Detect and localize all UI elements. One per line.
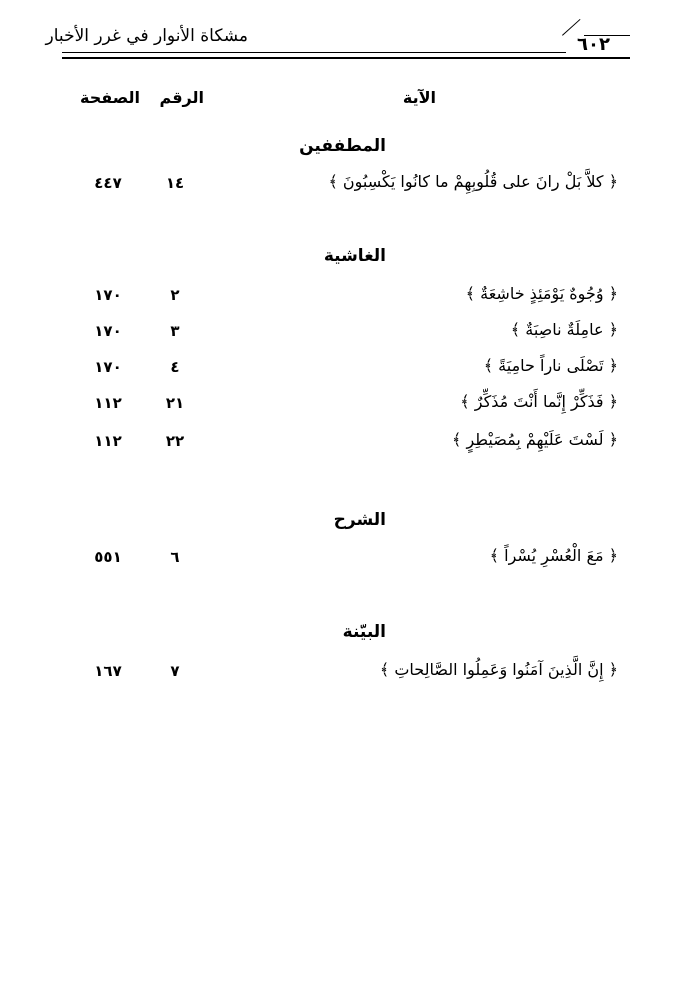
running-header-title: مشكاة الأنوار في غرر الأخبار	[45, 26, 248, 46]
surah-heading-bayyina: البيّنة	[342, 622, 386, 642]
verse-number: ١٤	[165, 174, 185, 192]
surah-heading-mutaffifin: المطففين	[299, 136, 386, 156]
verse-text: ﴿ وُجُوهٌ يَوْمَئِذٍ خاشِعَةٌ ﴾	[465, 284, 618, 303]
index-row	[0, 660, 694, 684]
index-row	[0, 172, 694, 196]
surah-heading-sharh: الشرح	[333, 510, 386, 530]
verse-text: ﴿ تَصْلَى ناراً حامِيَةً ﴾	[483, 356, 618, 375]
verse-number: ٢٢	[165, 432, 185, 450]
column-heading-number: الرقم	[159, 88, 204, 107]
column-heading-page: الصفحة	[79, 88, 140, 107]
index-row	[0, 356, 694, 380]
page-reference: ١٧٠	[94, 286, 122, 304]
verse-number: ٢١	[165, 394, 185, 412]
verse-text: ﴿ لَسْتَ عَلَيْهِمْ بِمُصَيْطِرٍ ﴾	[451, 430, 618, 449]
verse-text: ﴿ كلاَّ بَلْ رانَ على قُلُوبِهِمْ ما كانُوا يَكْسِبُونَ ﴾	[328, 172, 618, 191]
verse-text: ﴿ عامِلَةٌ ناصِبَةٌ ﴾	[510, 320, 618, 339]
page-reference: ١٧٠	[94, 358, 122, 376]
verse-number: ٧	[170, 662, 180, 680]
page-reference: ١١٢	[94, 432, 122, 450]
page-number: ٦٠٢	[577, 34, 610, 55]
verse-number: ٦	[170, 548, 180, 566]
column-heading-verse: الآية	[402, 88, 436, 107]
index-row	[0, 546, 694, 570]
page-reference: ١٦٧	[94, 662, 122, 680]
verse-number: ٣	[170, 322, 180, 340]
header-rule-thick	[62, 57, 630, 59]
index-row	[0, 392, 694, 416]
page-reference: ٤٤٧	[94, 174, 122, 192]
page-reference: ١١٢	[94, 394, 122, 412]
verse-text: ﴿ فَذَكِّرْ إِنَّما أَنْتَ مُذَكِّرٌ ﴾	[460, 392, 618, 411]
header-rule	[62, 52, 566, 53]
verse-text: ﴿ مَعَ الْعُسْرِ يُسْراً ﴾	[489, 546, 618, 565]
verse-number: ٤	[170, 358, 180, 376]
index-row	[0, 284, 694, 308]
index-row	[0, 320, 694, 344]
header-rule-top	[584, 35, 630, 36]
surah-heading-ghashiya: الغاشية	[323, 246, 386, 266]
page-reference: ٥٥١	[94, 548, 122, 566]
page-reference: ١٧٠	[94, 322, 122, 340]
index-row	[0, 430, 694, 454]
verse-text: ﴿ إِنَّ الَّذِينَ آمَنُوا وَعَمِلُوا الصَّالِحاتِ ﴾	[379, 660, 618, 679]
verse-number: ٢	[170, 286, 180, 304]
